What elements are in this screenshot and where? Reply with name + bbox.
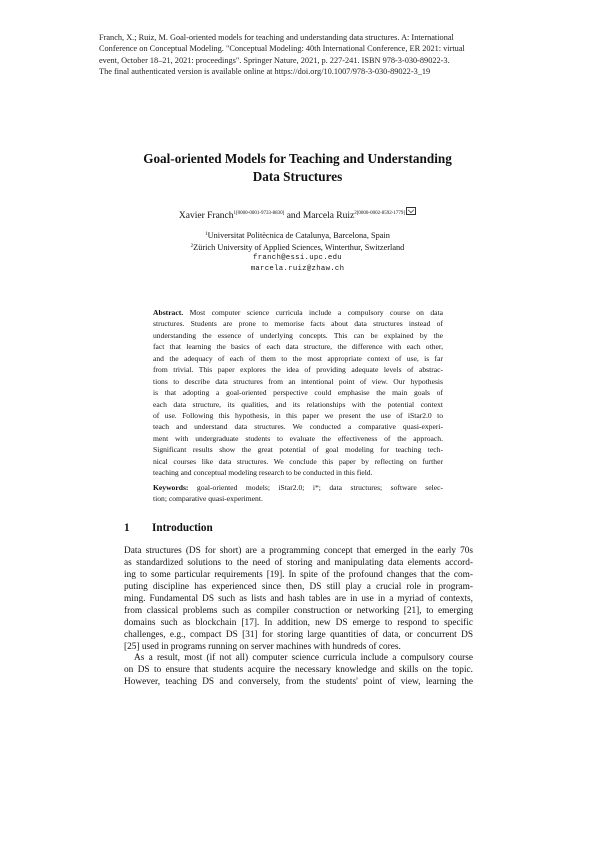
affiliation-text: Zürich University of Applied Sciences, Winterthur, Switzerland: [193, 243, 405, 252]
body-line: ming. Fundamental DS such as lists and hash tables are in use in a myriad of contexts,: [124, 593, 473, 604]
affiliations: [60, 229, 535, 275]
author-connector: and: [284, 211, 303, 221]
abstract-line: teaching and conceptual modeling research to be conducted in this field.: [153, 468, 373, 478]
citation-line: Conference on Conceptual Modeling. "Conceptual Modeling: 40th International Conference, ER 2021: virtual: [99, 44, 465, 54]
abstract-label: Abstract.: [153, 308, 184, 317]
body-line: [25] used in programs running on server machines with hundreds of cores.: [124, 641, 401, 652]
abstract-line: nical courses like data structures. We conclude this paper by reflecting on further: [153, 456, 443, 466]
email-address[interactable]: marcela.ruiz@zhaw.ch: [250, 265, 345, 273]
abstract-line: tions to describe data structures from an intentional point of view. Our hypothesis: [153, 376, 443, 386]
abstract-line: fact that learning the basics of each data structure, the difference with each other,: [153, 342, 443, 352]
body-line: As a result, most (if not all) computer science curricula include a compulsory course: [134, 653, 473, 664]
affiliation-line: [60, 241, 535, 253]
title-line: Goal-oriented Models for Teaching and Understanding: [143, 151, 452, 166]
body-line: ing to some particular requirements [19]. In spite of the profound changes that the com-: [124, 569, 473, 580]
body-text: [124, 546, 473, 689]
section-number: 1: [124, 522, 130, 534]
keywords-line: [153, 482, 443, 493]
body-line: domains such as blockchain [17]. In addition, new DS emerge to respond to specific: [124, 617, 473, 628]
author-name: Xavier Franch: [178, 211, 234, 221]
affiliation-marker: 1: [205, 232, 208, 237]
body-line: from classical problems such as compiler construction or networking [21], to emerging: [124, 605, 473, 616]
author-orcid: 2[0000-0002-8592-1779]: [354, 211, 406, 216]
title-line: Data Structures: [252, 169, 343, 184]
abstract-line: is that adopting a goal-oriented perspective could emphasise the main goals of: [153, 388, 443, 398]
abstract-line: from trivial. This paper explores the idea of providing adequate levels of abstrac-: [153, 365, 443, 375]
citation-line: Franch, X.; Ruiz, M. Goal-oriented models for teaching and understanding data structures. A: International: [99, 33, 454, 42]
citation-line: event, October 18–21, 2021: proceedings". Springer Nature, 2021, p. 227-241. ISBN 978-3-030-89022-3.: [99, 55, 450, 65]
abstract: [153, 307, 443, 479]
section-title: Introduction: [152, 522, 213, 534]
affiliation-marker: 2: [190, 244, 194, 249]
author-list: [60, 207, 535, 222]
abstract-line: Significant results show the great potential of goal modeling for teaching tech-: [153, 445, 443, 455]
section-heading: [124, 521, 474, 535]
paper-title: [60, 150, 535, 186]
author-name: Marcela Ruiz: [302, 211, 355, 221]
abstract-line: each data structure, its qualities, and its relationships with the potential context: [153, 399, 443, 409]
abstract-text: Most computer science curricula include a compulsory course on data: [183, 308, 443, 317]
keywords-text: goal-oriented models; iStar2.0; i*; data structures; software selec-: [188, 483, 443, 492]
body-line: However, teaching DS and conversely, from the students' point of view, learning the: [124, 677, 473, 688]
citation-notice: [99, 32, 509, 78]
abstract-line: teach and understand data structures. We conducted a comparative quasi-experi-: [153, 422, 443, 432]
body-line: puting discipline has experienced since then, DS still play a crucial role in program-: [124, 581, 473, 592]
email-address[interactable]: franch@essi.upc.edu: [253, 254, 342, 262]
abstract-line: of use. Following this hypothesis, in this paper we present the use of iStar2.0 to: [153, 410, 443, 420]
envelope-icon: [406, 207, 416, 215]
affiliation-line: [60, 229, 535, 241]
citation-line: The final authenticated version is available online at https://doi.org/10.1007/978-3-030-89022-3_19: [99, 67, 431, 77]
body-line: challenges, e.g., compact DS [31] for storing large quantities of data, or concurrent DS: [124, 629, 473, 640]
body-line: as standardized solutions to the need of storing and manipulating data elements accord-: [124, 557, 473, 568]
author-orcid: 1[0000-0001-9733-8830]: [233, 211, 285, 216]
keywords: [153, 482, 443, 505]
keywords-label: Keywords:: [153, 483, 189, 492]
affiliation-text: Universitat Politècnica de Catalunya, Barcelona, Spain: [207, 231, 390, 240]
body-line: on DS to ensure that students acquire the necessary knowledge and skills on the topic.: [124, 665, 473, 676]
body-line: Data structures (DS for short) are a programming concept that emerged in the early 70s: [124, 546, 473, 556]
abstract-line: [153, 307, 443, 318]
keywords-line: tion; comparative quasi-experiment.: [153, 494, 263, 504]
abstract-line: and the adequacy of each of them to the most appropriate context of use, is far: [153, 353, 443, 363]
abstract-line: understanding the essence of underlying concepts. This can be explained by the: [153, 330, 443, 340]
abstract-line: ment with undergraduate students to evaluate the effectiveness of the approach.: [153, 433, 443, 443]
abstract-line: structures. Students are prone to memorise facts about data structures instead of: [153, 319, 443, 329]
